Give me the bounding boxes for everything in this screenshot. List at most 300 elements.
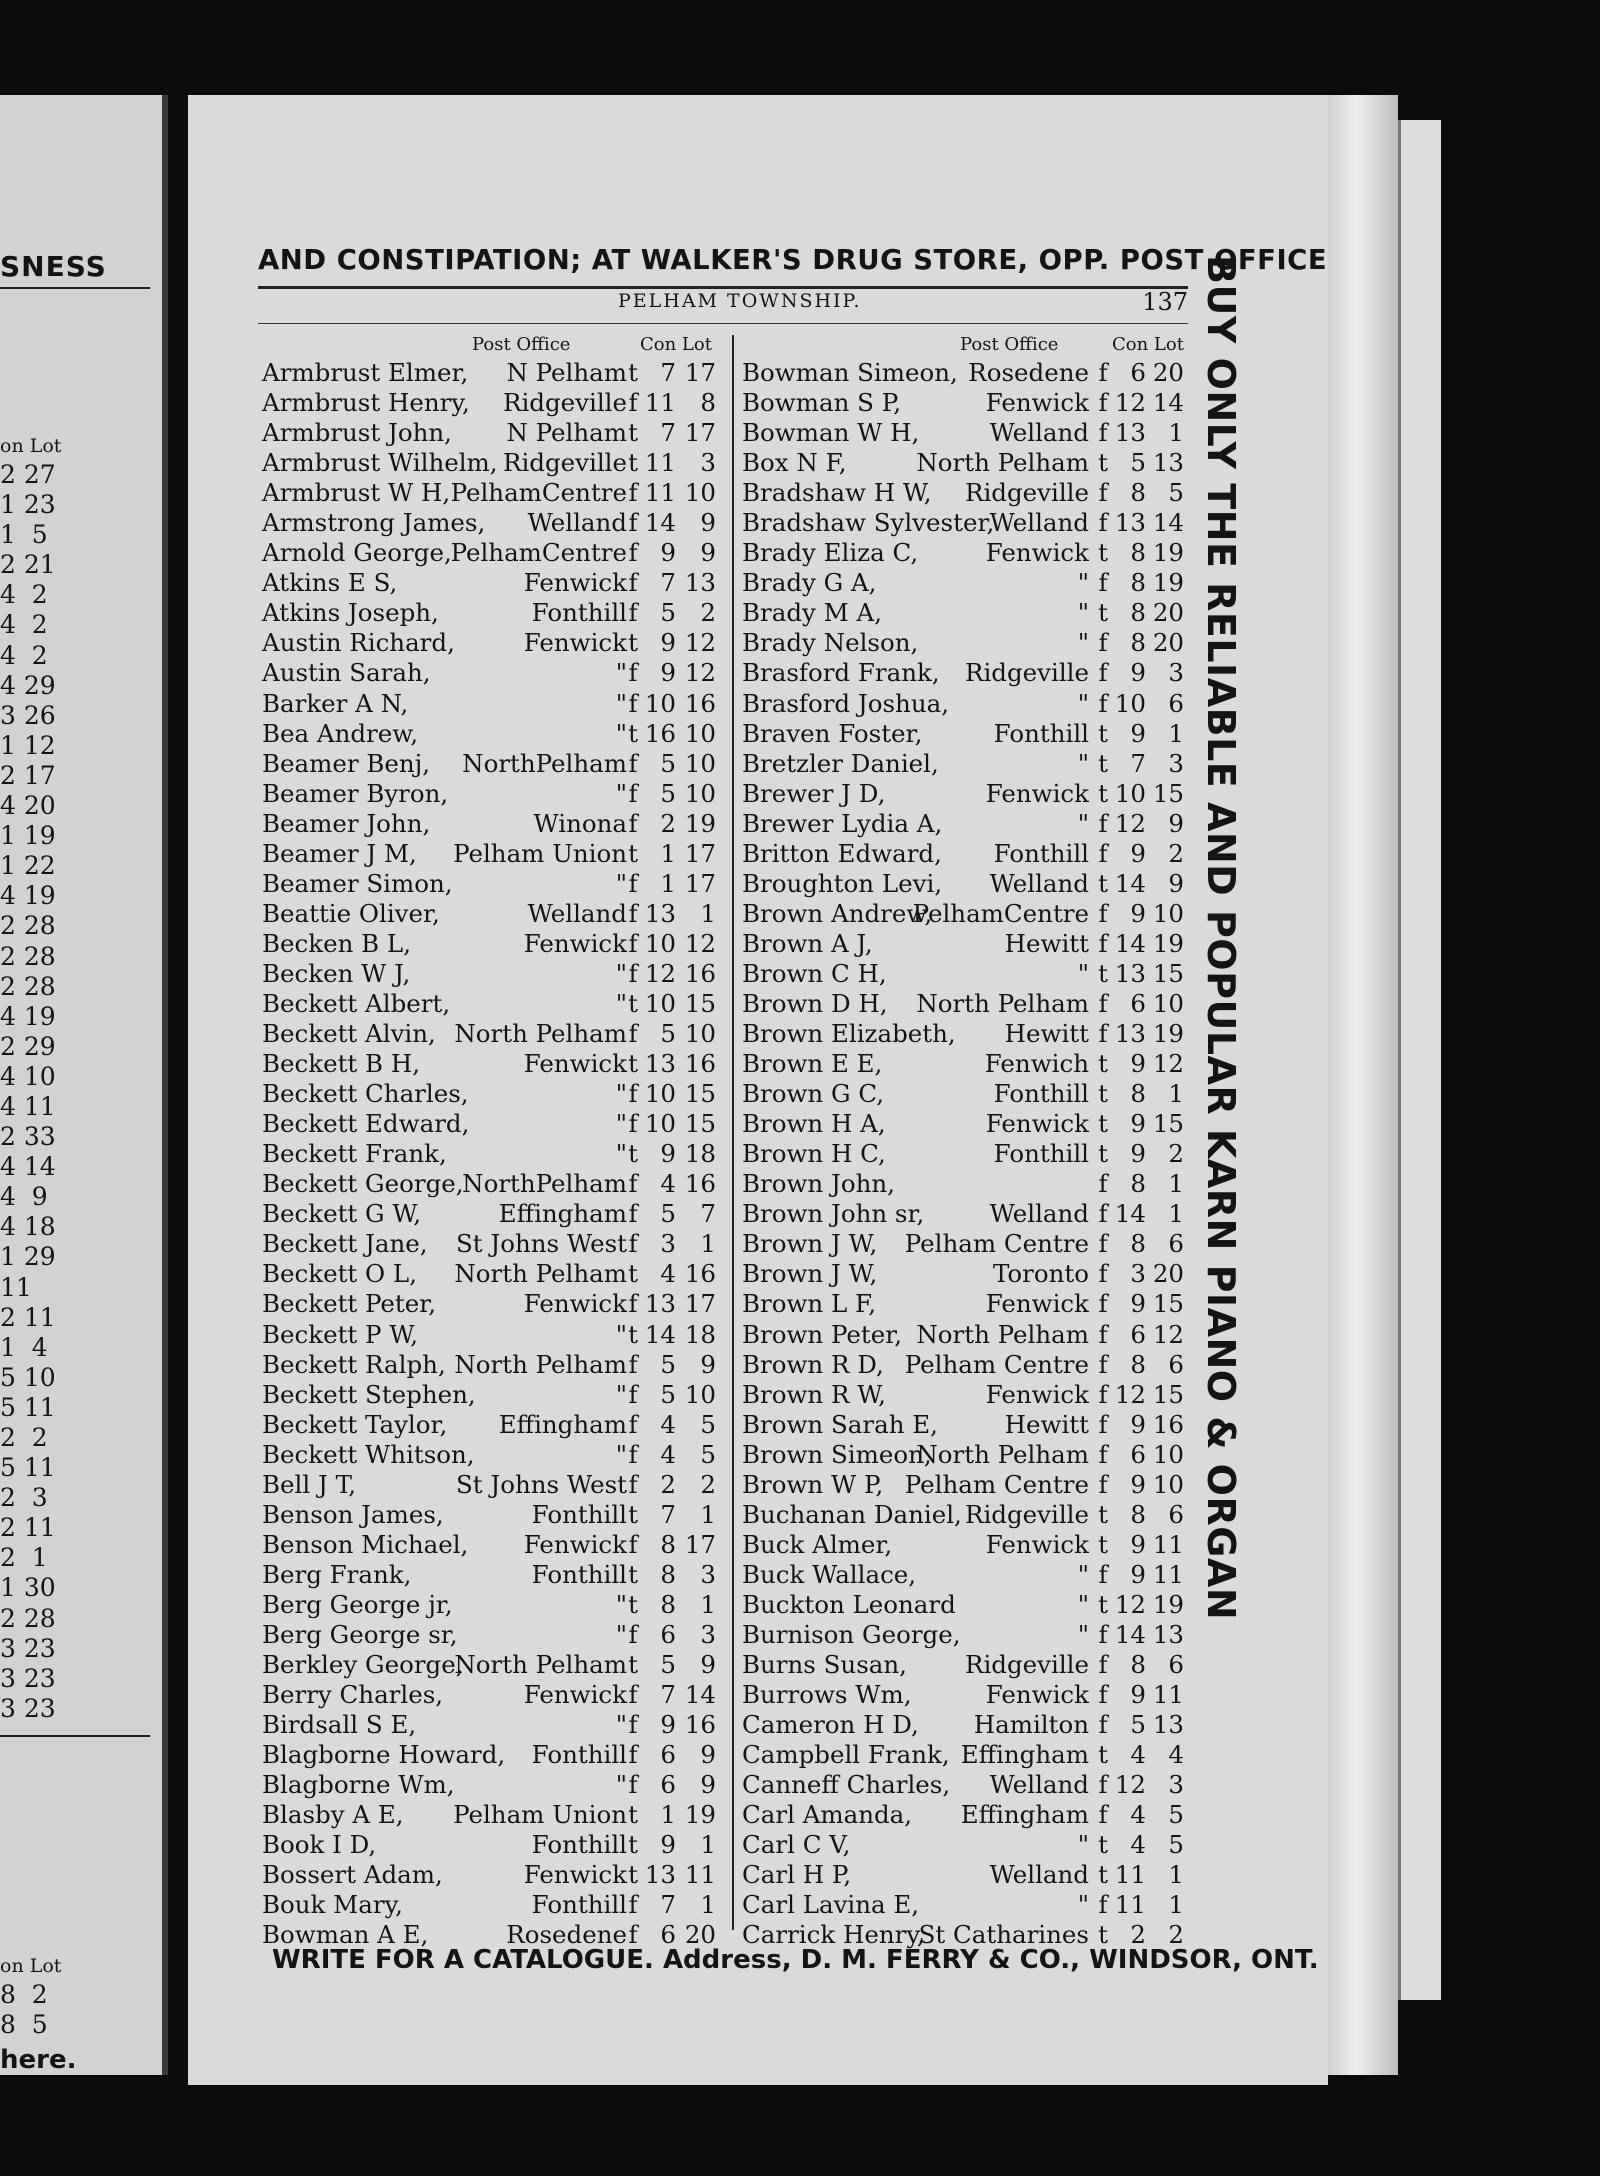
- entry-tenure: f: [628, 1439, 638, 1469]
- entry-tenure: t: [628, 1650, 638, 1680]
- entry-concession: 9: [660, 658, 676, 688]
- entry-concession: 9: [1130, 1139, 1146, 1169]
- entry-tenure: f: [628, 1349, 638, 1379]
- entry-lot: 10: [684, 478, 716, 508]
- directory-entry: [742, 448, 1187, 478]
- entry-lot: 19: [684, 1800, 716, 1830]
- entry-concession: 4: [660, 1409, 676, 1439]
- entry-lot: 13: [684, 568, 716, 598]
- entry-lot: 17: [684, 868, 716, 898]
- entry-concession: 6: [1130, 1319, 1146, 1349]
- directory-entry: [742, 1049, 1187, 1079]
- entry-tenure: f: [628, 808, 638, 838]
- entry-post-office: Fenwick: [523, 1049, 627, 1079]
- entry-tenure: f: [1098, 688, 1108, 718]
- entry-tenure: t: [628, 1589, 638, 1619]
- entry-name: Bretzler Daniel,: [742, 748, 939, 778]
- entry-tenure: f: [628, 538, 638, 568]
- entry-tenure: f: [628, 1890, 638, 1920]
- left-page-rule: [0, 287, 150, 289]
- directory-entry: [742, 749, 1187, 779]
- directory-entry: [742, 779, 1187, 809]
- entry-name: Buck Wallace,: [742, 1559, 917, 1589]
- entry-lot: 14: [1152, 388, 1184, 418]
- entry-post-office: ": [615, 1439, 627, 1469]
- entry-concession: 13: [644, 1289, 676, 1319]
- post-office-heading: Post Office: [472, 334, 571, 355]
- entry-name: Beckett Peter,: [262, 1289, 437, 1319]
- entry-name: Armbrust John,: [262, 418, 452, 448]
- entry-name: Brewer Lydia A,: [742, 808, 943, 838]
- directory-entry: [742, 1620, 1187, 1650]
- entry-concession: 10: [644, 688, 676, 718]
- entry-concession: 14: [1114, 1199, 1146, 1229]
- entry-name: Beckett Whitson,: [262, 1439, 475, 1469]
- entry-tenure: t: [628, 628, 638, 658]
- directory-entry: [742, 1109, 1187, 1139]
- entry-tenure: t: [628, 1830, 638, 1860]
- left-page-row: 5 11: [0, 1392, 56, 1422]
- entry-tenure: t: [628, 718, 638, 748]
- entry-tenure: f: [1098, 1890, 1108, 1920]
- entry-tenure: t: [1098, 958, 1108, 988]
- entry-concession: 4: [1130, 1800, 1146, 1830]
- directory-entry: [742, 1740, 1187, 1770]
- entry-lot: 5: [1168, 478, 1184, 508]
- entry-name: Beckett Albert,: [262, 988, 451, 1018]
- entry-concession: 9: [660, 628, 676, 658]
- entry-lot: 13: [1152, 1619, 1184, 1649]
- entry-tenure: f: [1098, 838, 1108, 868]
- entry-tenure: f: [1098, 1229, 1108, 1259]
- entry-tenure: t: [628, 1049, 638, 1079]
- entry-post-office: Rosedene: [968, 358, 1089, 387]
- entry-name: Brown D H,: [742, 988, 888, 1018]
- directory-entry: [262, 538, 727, 568]
- entry-post-office: ": [615, 1770, 627, 1800]
- entry-concession: 14: [1114, 928, 1146, 958]
- directory-entry: [262, 1530, 727, 1560]
- entry-concession: 4: [660, 1439, 676, 1469]
- entry-concession: 11: [1114, 1890, 1146, 1920]
- entry-tenure: t: [1098, 448, 1108, 478]
- entry-post-office: ": [1077, 958, 1089, 988]
- entry-tenure: f: [628, 928, 638, 958]
- entry-tenure: t: [1098, 1589, 1108, 1619]
- entry-name: Bea Andrew,: [262, 718, 419, 748]
- entry-lot: 1: [700, 1830, 716, 1860]
- entry-lot: 6: [1168, 1349, 1184, 1379]
- directory-entry: [742, 959, 1187, 989]
- directory-entry: [742, 628, 1187, 658]
- entry-lot: 2: [1168, 838, 1184, 868]
- entry-post-office: North Pelham: [916, 988, 1089, 1018]
- entry-name: Carl Lavina E,: [742, 1890, 920, 1920]
- entry-tenure: f: [628, 598, 638, 628]
- entry-tenure: t: [1098, 748, 1108, 778]
- entry-name: Beckett Edward,: [262, 1109, 470, 1139]
- directory-entry: [262, 1860, 727, 1890]
- entry-tenure: f: [1098, 658, 1108, 688]
- entry-concession: 8: [660, 1589, 676, 1619]
- entry-name: Beamer J M,: [262, 838, 417, 868]
- entry-tenure: f: [1098, 928, 1108, 958]
- entry-tenure: t: [628, 1319, 638, 1349]
- entry-post-office: Fenwick: [523, 568, 627, 598]
- entry-post-office: ": [1077, 598, 1089, 628]
- entry-concession: 13: [1114, 1019, 1146, 1049]
- entry-concession: 9: [1130, 838, 1146, 868]
- entry-post-office: ": [615, 1710, 627, 1740]
- entry-tenure: f: [628, 1199, 638, 1229]
- entry-tenure: f: [628, 1920, 638, 1950]
- entry-post-office: NorthPelham: [462, 748, 627, 778]
- entry-lot: 16: [684, 1259, 716, 1289]
- entry-concession: 9: [660, 538, 676, 568]
- entry-lot: 20: [1152, 358, 1184, 387]
- entry-name: Bowman A E,: [262, 1920, 429, 1950]
- column-separator: [732, 335, 734, 1930]
- entry-lot: 15: [1152, 778, 1184, 808]
- entry-post-office: ": [615, 958, 627, 988]
- entry-lot: 8: [700, 388, 716, 418]
- entry-tenure: f: [628, 478, 638, 508]
- entry-lot: 19: [1152, 1019, 1184, 1049]
- entry-tenure: f: [628, 1289, 638, 1319]
- entry-tenure: f: [1098, 1770, 1108, 1800]
- directory-entry: [262, 1380, 727, 1410]
- left-page-row: 3 23: [0, 1663, 56, 1693]
- directory-entry: [742, 1169, 1187, 1199]
- entry-post-office: Welland: [989, 418, 1089, 448]
- entry-lot: 14: [1152, 508, 1184, 538]
- entry-name: Brown G C,: [742, 1079, 885, 1109]
- directory-entry: [742, 1289, 1187, 1319]
- entry-concession: 6: [1130, 358, 1146, 387]
- entry-tenure: f: [1098, 478, 1108, 508]
- left-page-row: 2 17: [0, 760, 56, 790]
- entry-tenure: t: [628, 448, 638, 478]
- directory-entry: [742, 1830, 1187, 1860]
- directory-entry: [262, 508, 727, 538]
- entry-lot: 12: [684, 928, 716, 958]
- entry-post-office: Fonthill: [993, 1079, 1089, 1109]
- directory-entry: [742, 989, 1187, 1019]
- entry-lot: 5: [700, 1409, 716, 1439]
- left-page-row: 4 14: [0, 1152, 56, 1182]
- entry-post-office: Welland: [989, 1770, 1089, 1800]
- entry-tenure: f: [628, 1619, 638, 1649]
- entry-lot: 18: [684, 1139, 716, 1169]
- entry-post-office: Fenwich: [984, 1049, 1089, 1079]
- entry-concession: 4: [660, 1259, 676, 1289]
- entry-tenure: f: [628, 1019, 638, 1049]
- entry-post-office: Effingham: [960, 1800, 1089, 1830]
- entry-post-office: Fonthill: [531, 1499, 627, 1529]
- directory-entry: [742, 1019, 1187, 1049]
- entry-concession: 9: [1130, 1529, 1146, 1559]
- entry-name: Brown L F,: [742, 1289, 877, 1319]
- entry-concession: 1: [660, 1800, 676, 1830]
- directory-entry: [262, 1350, 727, 1380]
- directory-entry: [742, 358, 1187, 388]
- entry-lot: 5: [1168, 1800, 1184, 1830]
- entry-post-office: Pelham Centre: [904, 1469, 1089, 1499]
- directory-entry: [262, 1800, 727, 1830]
- directory-column-left: [262, 330, 727, 1950]
- entry-tenure: t: [628, 1559, 638, 1589]
- entry-name: Beattie Oliver,: [262, 898, 440, 928]
- left-page-fragment: [0, 95, 168, 2075]
- entry-name: Beamer Benj,: [262, 748, 431, 778]
- entry-lot: 3: [700, 1559, 716, 1589]
- entry-tenure: t: [628, 1860, 638, 1890]
- left-page-row: 2 28: [0, 971, 56, 1001]
- left-page-row: 4 2: [0, 580, 48, 610]
- entry-concession: 9: [660, 1710, 676, 1740]
- entry-post-office: Fonthill: [531, 1890, 627, 1920]
- directory-entry: [742, 508, 1187, 538]
- directory-entry: [262, 478, 727, 508]
- entry-lot: 14: [684, 1680, 716, 1710]
- entry-lot: 1: [1168, 1169, 1184, 1199]
- left-page-row: 4 19: [0, 881, 56, 911]
- entry-concession: 16: [644, 718, 676, 748]
- entry-lot: 10: [1152, 988, 1184, 1018]
- page-edge: [1328, 95, 1398, 2075]
- entry-tenure: f: [1098, 1469, 1108, 1499]
- entry-tenure: t: [628, 358, 638, 387]
- entry-lot: 17: [684, 1529, 716, 1559]
- entry-concession: 8: [1130, 568, 1146, 598]
- entry-lot: 19: [1152, 538, 1184, 568]
- entry-name: Austin Richard,: [262, 628, 455, 658]
- entry-post-office: ": [615, 778, 627, 808]
- entry-concession: 10: [644, 1079, 676, 1109]
- entry-post-office: Welland: [527, 898, 627, 928]
- entry-post-office: Hamilton: [973, 1710, 1089, 1740]
- entry-lot: 12: [1152, 1049, 1184, 1079]
- entry-post-office: PelhamCentre: [912, 898, 1089, 928]
- entry-tenure: t: [1098, 778, 1108, 808]
- entry-tenure: f: [628, 1740, 638, 1770]
- entry-tenure: f: [1098, 1710, 1108, 1740]
- entry-name: Brown John,: [742, 1169, 895, 1199]
- entry-concession: 14: [1114, 1619, 1146, 1649]
- directory-entry: [262, 658, 727, 688]
- entry-concession: 2: [660, 1469, 676, 1499]
- left-page-row: 1 22: [0, 851, 56, 881]
- entry-lot: 10: [1152, 898, 1184, 928]
- entry-lot: 11: [1152, 1680, 1184, 1710]
- left-page-footer: here.: [0, 2045, 77, 2075]
- entry-name: Bradshaw Sylvester,: [742, 508, 995, 538]
- left-page-row: 2 28: [0, 941, 56, 971]
- entry-name: Carl H P,: [742, 1860, 852, 1890]
- entry-concession: 8: [660, 1559, 676, 1589]
- entry-concession: 10: [1114, 778, 1146, 808]
- entry-name: Carl C V,: [742, 1830, 851, 1860]
- entry-lot: 1: [700, 1229, 716, 1259]
- page-title: PELHAM TOWNSHIP.: [618, 290, 862, 312]
- directory-entry: [742, 1500, 1187, 1530]
- entry-lot: 2: [1168, 1139, 1184, 1169]
- left-page-rule-bottom: [0, 1735, 150, 1737]
- directory-entry: [262, 1650, 727, 1680]
- entry-name: Brown W P,: [742, 1469, 884, 1499]
- entry-tenure: f: [628, 1710, 638, 1740]
- entry-concession: 8: [1130, 1650, 1146, 1680]
- entry-lot: 17: [684, 838, 716, 868]
- entry-post-office: North Pelham: [454, 1019, 627, 1049]
- directory-entry: [742, 1320, 1187, 1350]
- entry-tenure: t: [1098, 1049, 1108, 1079]
- directory-entry: [742, 1410, 1187, 1440]
- left-page-row: 4 2: [0, 610, 48, 640]
- directory-entry: [262, 989, 727, 1019]
- entry-post-office: Fenwick: [523, 1680, 627, 1710]
- entry-lot: 2: [1168, 1920, 1184, 1950]
- left-page-row: 1 30: [0, 1573, 56, 1603]
- left-page-header: SNESS: [0, 250, 107, 283]
- directory-entry: [742, 1590, 1187, 1620]
- entry-name: Carrick Henry,: [742, 1920, 925, 1950]
- entry-concession: 4: [1130, 1740, 1146, 1770]
- entry-lot: 19: [1152, 1589, 1184, 1619]
- entry-name: Beckett Jane,: [262, 1229, 428, 1259]
- directory-entry: [262, 869, 727, 899]
- directory-entry: [742, 1199, 1187, 1229]
- directory-entry: [262, 1620, 727, 1650]
- entry-name: Bossert Adam,: [262, 1860, 443, 1890]
- directory-entry: [742, 1650, 1187, 1680]
- directory-entry: [262, 1049, 727, 1079]
- directory-entry: [262, 1440, 727, 1470]
- entry-tenure: t: [1098, 1920, 1108, 1950]
- directory-entry: [262, 1289, 727, 1319]
- entry-name: Blagborne Wm,: [262, 1770, 455, 1800]
- entry-post-office: ": [615, 1079, 627, 1109]
- directory-entry: [262, 1109, 727, 1139]
- con-lot-heading: Con Lot: [640, 334, 712, 355]
- entry-post-office: ": [1077, 808, 1089, 838]
- entry-tenure: t: [1098, 718, 1108, 748]
- entry-concession: 7: [660, 358, 676, 387]
- entry-concession: 9: [1130, 658, 1146, 688]
- entry-tenure: f: [628, 688, 638, 718]
- entry-tenure: f: [628, 748, 638, 778]
- entry-concession: 7: [1130, 748, 1146, 778]
- entry-concession: 14: [644, 1319, 676, 1349]
- entry-tenure: t: [1098, 1529, 1108, 1559]
- directory-entry: [262, 1199, 727, 1229]
- entry-concession: 6: [1130, 988, 1146, 1018]
- entry-lot: 11: [1152, 1529, 1184, 1559]
- entry-tenure: t: [1098, 1830, 1108, 1860]
- entry-name: Armstrong James,: [262, 508, 486, 538]
- left-page-row: 4 29: [0, 670, 56, 700]
- directory-entry: [742, 809, 1187, 839]
- entry-lot: 10: [684, 718, 716, 748]
- entry-concession: 11: [1114, 1860, 1146, 1890]
- entry-tenure: f: [1098, 1379, 1108, 1409]
- entry-lot: 3: [1168, 658, 1184, 688]
- entry-post-office: St Johns West: [455, 1229, 627, 1259]
- entry-post-office: NorthPelham: [462, 1169, 627, 1199]
- left-page-row: 2 3: [0, 1483, 48, 1513]
- entry-concession: 13: [644, 898, 676, 928]
- entry-name: Brown Elizabeth,: [742, 1019, 956, 1049]
- entry-concession: 13: [1114, 958, 1146, 988]
- directory-entry: [262, 929, 727, 959]
- entry-post-office: Fenwick: [985, 388, 1089, 418]
- entry-name: Atkins Joseph,: [262, 598, 439, 628]
- directory-entry: [262, 1470, 727, 1500]
- entry-concession: 8: [1130, 1079, 1146, 1109]
- entry-tenure: f: [1098, 1019, 1108, 1049]
- entry-tenure: t: [628, 1139, 638, 1169]
- entry-tenure: t: [1098, 1860, 1108, 1890]
- entry-concession: 8: [660, 1529, 676, 1559]
- entry-name: Beamer John,: [262, 808, 431, 838]
- entry-concession: 5: [1130, 448, 1146, 478]
- entry-lot: 9: [1168, 868, 1184, 898]
- entry-name: Burns Susan,: [742, 1650, 907, 1680]
- entry-post-office: Welland: [989, 508, 1089, 538]
- entry-concession: 9: [1130, 1409, 1146, 1439]
- directory-entry: [262, 388, 727, 418]
- directory-entry: [742, 388, 1187, 418]
- entry-name: Beamer Simon,: [262, 868, 453, 898]
- left-page-row: 8 5: [0, 2010, 48, 2039]
- entry-name: Beckett George,: [262, 1169, 464, 1199]
- entry-post-office: Fenwick: [985, 1379, 1089, 1409]
- entry-concession: 8: [1130, 628, 1146, 658]
- entry-name: Brady Eliza C,: [742, 538, 919, 568]
- entry-lot: 2: [700, 1469, 716, 1499]
- entry-lot: 18: [684, 1319, 716, 1349]
- entry-name: Brasford Joshua,: [742, 688, 949, 718]
- entry-name: Beckett B H,: [262, 1049, 420, 1079]
- directory-entry: [742, 869, 1187, 899]
- entry-tenure: f: [1098, 988, 1108, 1018]
- entry-concession: 10: [1114, 688, 1146, 718]
- entry-concession: 8: [1130, 598, 1146, 628]
- directory-entry: [262, 1320, 727, 1350]
- entry-post-office: Pelham Centre: [904, 1229, 1089, 1259]
- left-page-row: 5 10: [0, 1362, 56, 1392]
- entry-name: Beckett O L,: [262, 1259, 417, 1289]
- entry-tenure: f: [628, 1770, 638, 1800]
- entry-lot: 5: [700, 1439, 716, 1469]
- entry-post-office: North Pelham: [916, 1319, 1089, 1349]
- entry-name: Armbrust Elmer,: [262, 358, 469, 387]
- entry-post-office: ": [1077, 1619, 1089, 1649]
- book-edge: [1398, 120, 1441, 2000]
- entry-concession: 8: [1130, 478, 1146, 508]
- entry-post-office: Fenwick: [523, 1860, 627, 1890]
- left-page-column: [0, 460, 150, 1724]
- entry-tenure: t: [1098, 598, 1108, 628]
- entry-name: Beckett Stephen,: [262, 1379, 476, 1409]
- directory-entry: [262, 1410, 727, 1440]
- entry-name: Bell J T,: [262, 1469, 357, 1499]
- entry-post-office: Ridgeville: [965, 658, 1089, 688]
- entry-concession: 5: [660, 1019, 676, 1049]
- entry-tenure: f: [1098, 1680, 1108, 1710]
- left-page-row: 4 10: [0, 1061, 56, 1091]
- entry-name: Beckett Charles,: [262, 1079, 469, 1109]
